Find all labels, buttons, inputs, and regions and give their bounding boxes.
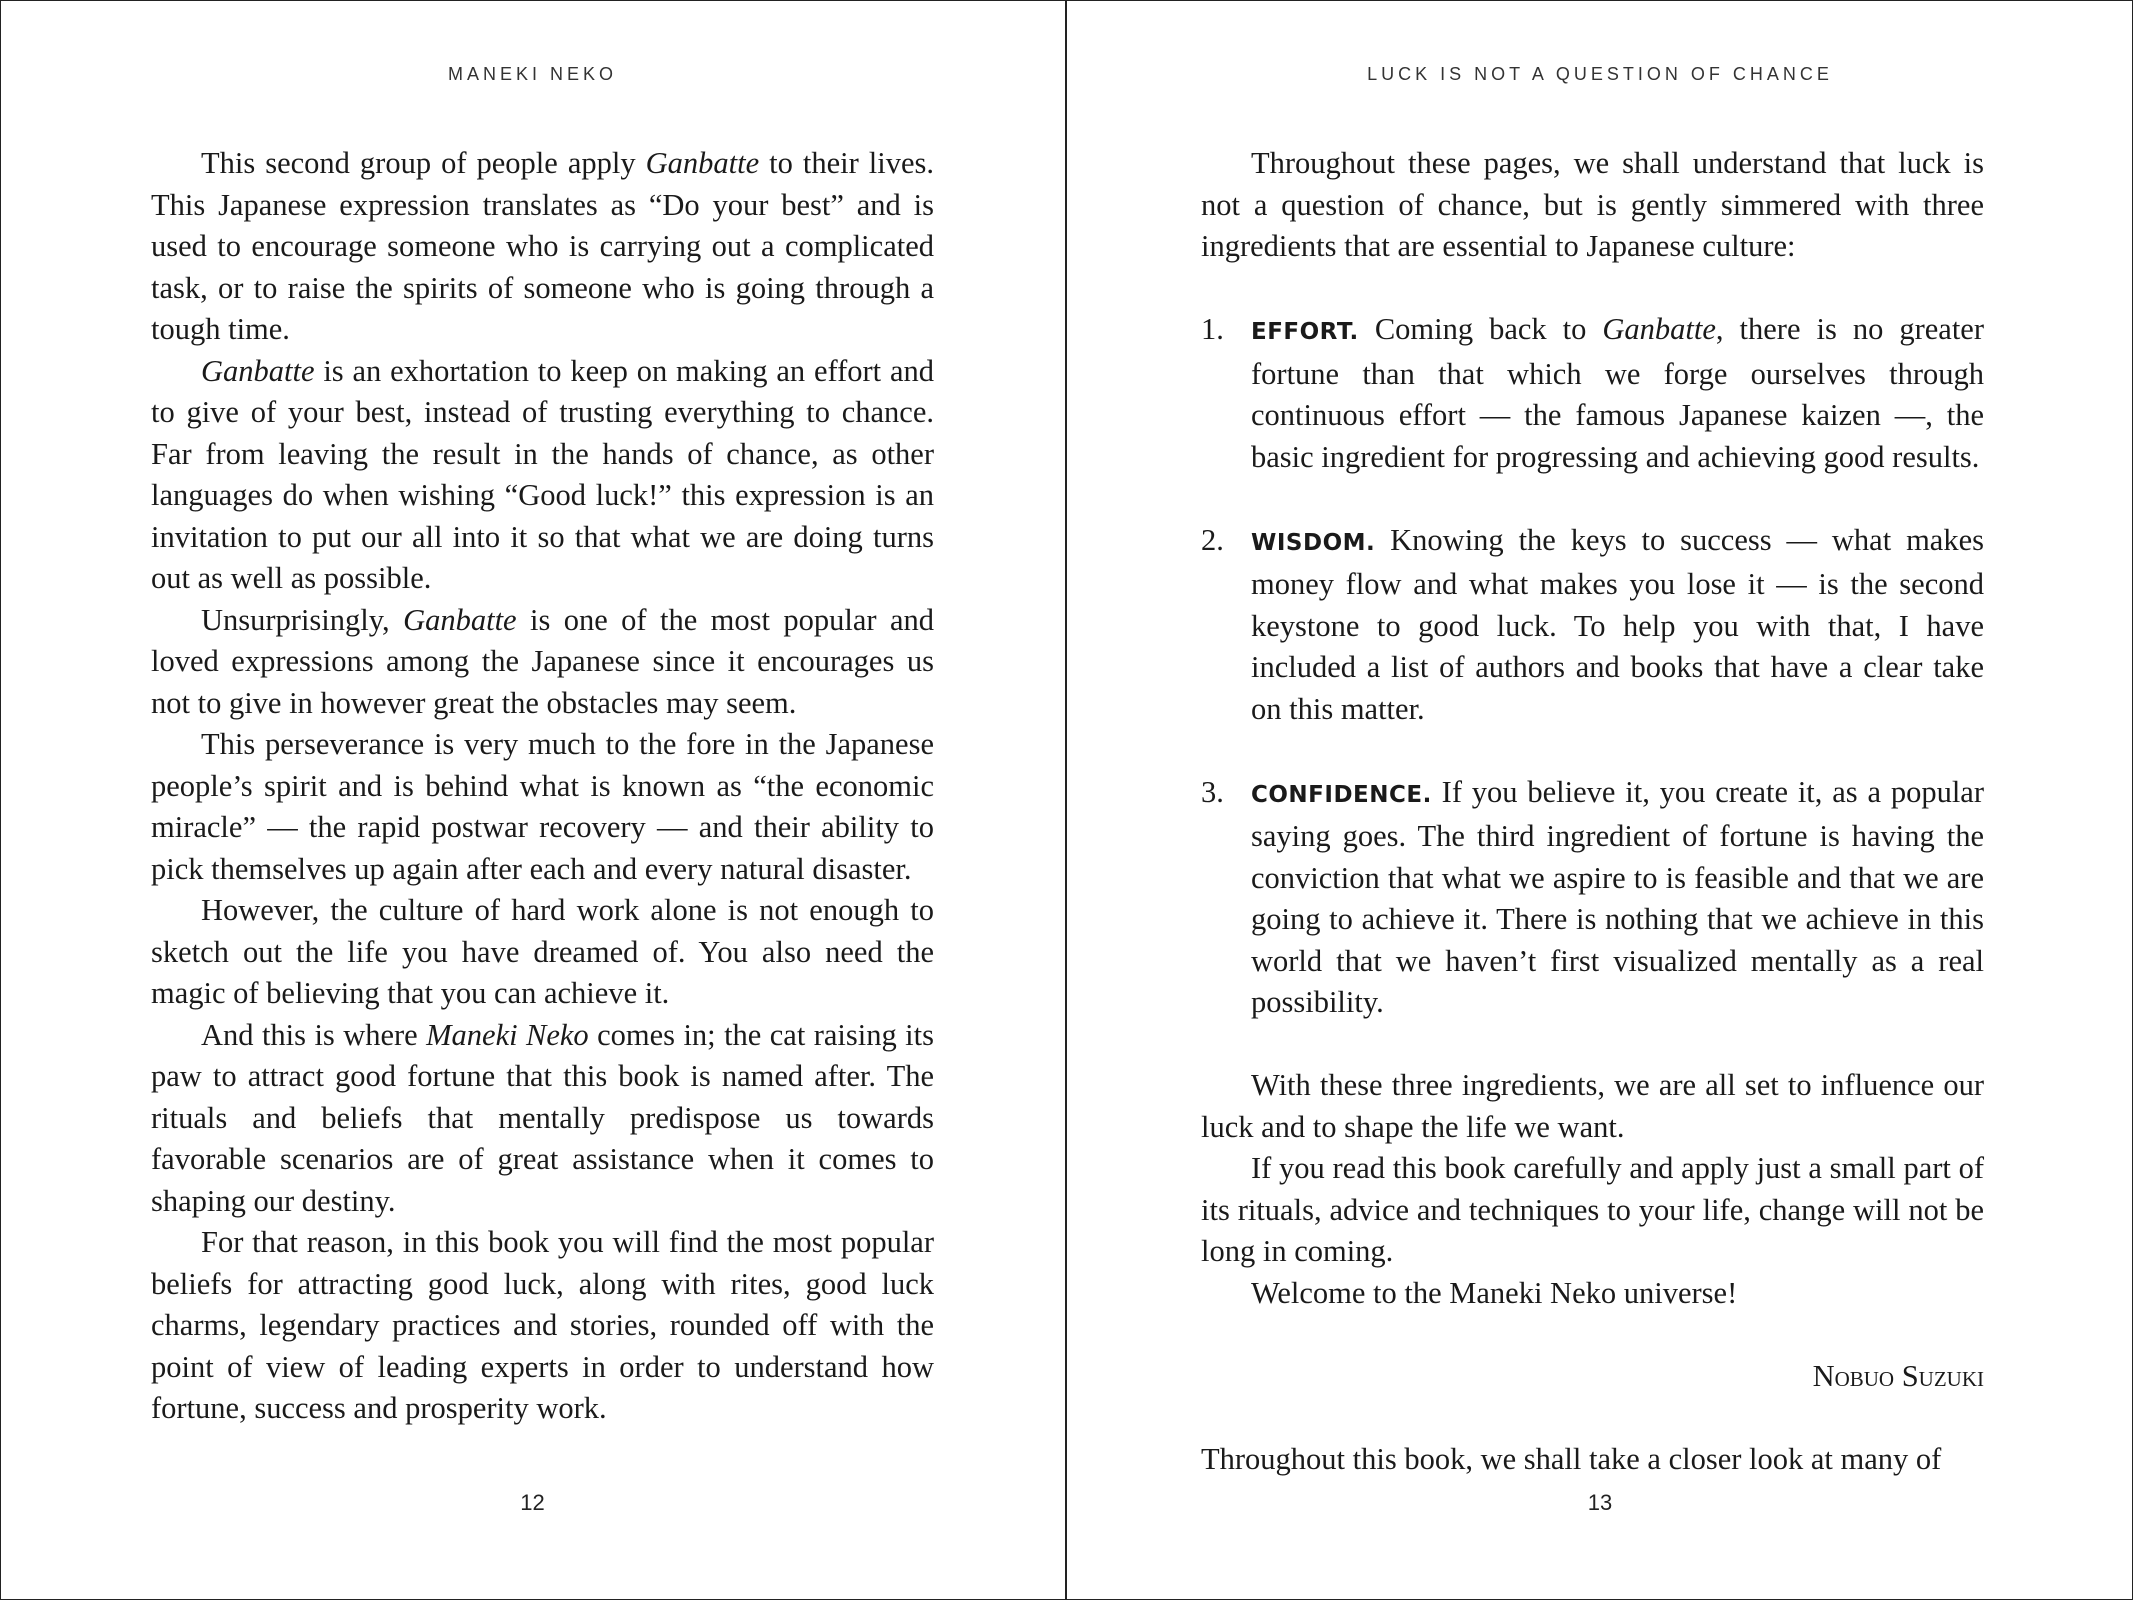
list-body: EFFORT. Coming back to Ganbatte, there is no greater fortune than that which we forge ourselves through continuous effort — the famous Japanese kaizen —, the basic ingredient for progressing and achieving good results.: [1251, 312, 1984, 474]
left-page: [0, 0, 1065, 1600]
page-number-left: 12: [520, 1490, 545, 1515]
paragraph: And this is where Maneki Neko comes in; the cat raising its paw to attract good fortune that this book is named after. The rituals and beliefs that mentally predispose us towards favorable scenarios are of great assistance when it comes to shaping our destiny.: [151, 1017, 934, 1218]
paragraph: For that reason, in this book you will find the most popular beliefs for attracting good luck, along with rites, good luck charms, legendary practices and stories, rounded off with the point of view of leading experts in order to understand how fortune, success and prosperity work.: [151, 1225, 934, 1425]
paragraph: With these three ingredients, we are all set to influence our luck and to shape the life we want.: [1201, 1068, 1984, 1144]
paragraph: This second group of people apply Ganbatte to their lives. This Japanese expression translates as “Do your best” and is used to encourage someone who is carrying out a complicated task, or to raise the spirits of someone who is going through a tough time.: [151, 146, 934, 346]
list-keyword: CONFIDENCE.: [1251, 781, 1432, 808]
intro-paragraph: Throughout these pages, we shall understand that luck is not a question of chance, but is gently simmered with three ingredients that are essential to Japanese culture:: [1201, 146, 1984, 263]
list-item-confidence: [1201, 772, 1984, 1024]
paragraph: Welcome to the Maneki Neko universe!: [1251, 1275, 1738, 1310]
right-page: [1067, 0, 2133, 1600]
running-head-right: LUCK IS NOT A QUESTION OF CHANCE: [1367, 64, 1833, 84]
paragraph: Unsurprisingly, Ganbatte is one of the most popular and loved expressions among the Japanese since it encourages us not to give in however great the obstacles may seem.: [151, 602, 934, 720]
paragraph: If you read this book carefully and apply just a small part of its rituals, advice and techniques to your life, change will not be long in coming.: [1201, 1151, 1984, 1268]
list-keyword: WISDOM.: [1251, 529, 1376, 556]
list-keyword: EFFORT.: [1251, 319, 1359, 345]
list-body: WISDOM. Knowing the keys to success — what makes money flow and what makes you lose it — is the second keystone to good luck. To help you with that, I have included a list of authors and books that have a clear take on this matter.: [1251, 522, 1984, 726]
right-text-block: [1201, 143, 1984, 1480]
continuation-paragraph: Throughout this book, we shall take a closer look at many of: [1201, 1441, 1942, 1476]
list-number: 2.: [1201, 522, 1224, 557]
paragraph: Ganbatte is an exhortation to keep on making an effort and to give of your best, instead of trusting everything to chance. Far from leaving the result in the hands of chance, as other languages do when wishing “Good luck!” this expression is an invitation to put our all into it so that what we are doing turns out as well as possible.: [151, 353, 934, 595]
paragraph: However, the culture of hard work alone is not enough to sketch out the life you have dreamed of. You also need the magic of believing that you can achieve it.: [151, 893, 934, 1010]
page-number-right: 13: [1587, 1490, 1613, 1515]
paragraph: This perseverance is very much to the fore in the Japanese people’s spirit and is behind what is known as “the economic miracle” — the rapid postwar recovery — and their ability to pick themselves up again after each and every natural disaster.: [151, 727, 934, 886]
list-number: 3.: [1201, 774, 1224, 809]
running-head-left: MANEKI NEKO: [447, 64, 618, 84]
list-item-effort: [1201, 309, 1984, 478]
author-signature: Nobuo Suzuki: [1812, 1358, 1984, 1393]
list-number: 1.: [1201, 312, 1224, 346]
list-body: CONFIDENCE. If you believe it, you create it, as a popular saying goes. The third ingredient of fortune is having the conviction that what we aspire to is feasible and that we are going to achieve it. There is nothing that we achieve in this world that we haven’t first visualized mentally as a real possibility.: [1251, 774, 1984, 1019]
list-item-wisdom: [1201, 520, 1984, 731]
left-text-block: [151, 143, 934, 1430]
